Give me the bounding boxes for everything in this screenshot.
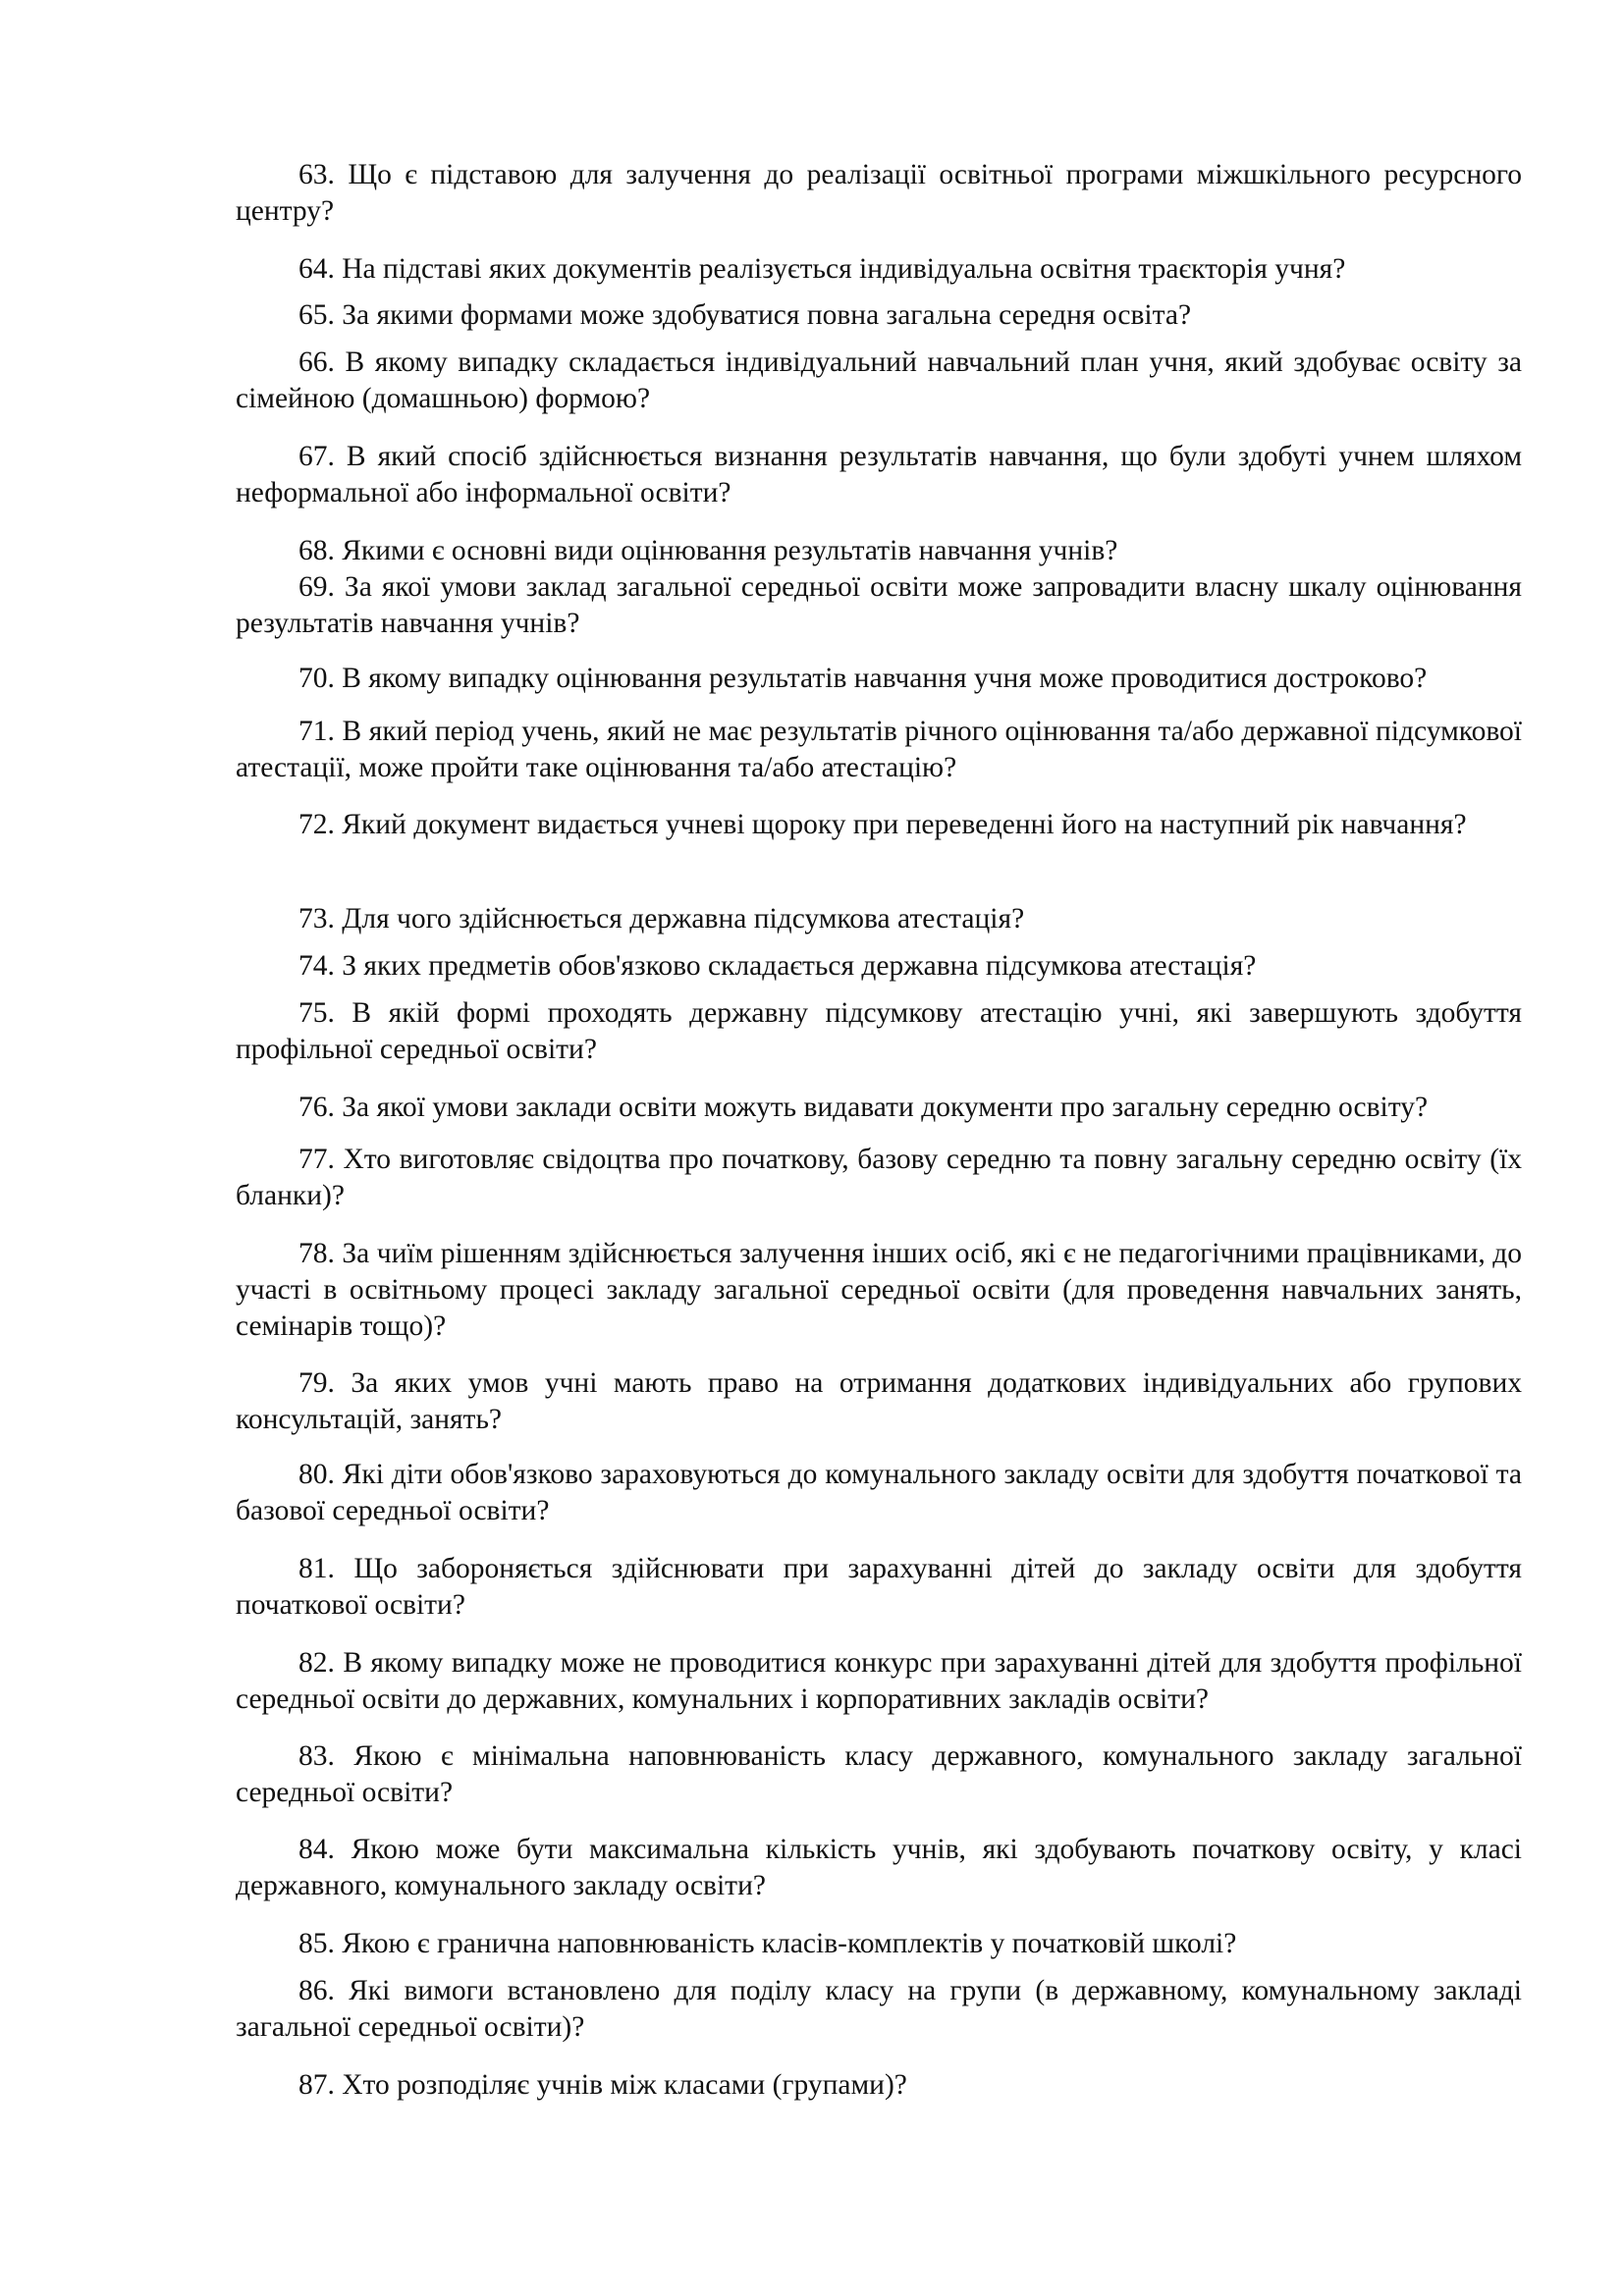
question-number: 81. bbox=[298, 1553, 335, 1584]
question-87 bbox=[236, 2067, 1522, 2104]
question-number: 87. bbox=[298, 2069, 335, 2101]
question-85 bbox=[236, 1926, 1522, 1962]
question-number: 78. bbox=[298, 1238, 335, 1269]
question-81 bbox=[236, 1551, 1522, 1624]
question-text: Що забороняється здійснювати при зарахуванні дітей до закладу освіти для здобуття початкової освіти? bbox=[236, 1553, 1522, 1621]
question-number: 79. bbox=[298, 1367, 335, 1399]
question-text: Для чого здійснюється державна підсумкова атестація? bbox=[342, 903, 1025, 934]
question-number: 77. bbox=[298, 1144, 335, 1175]
question-number: 73. bbox=[298, 903, 335, 934]
question-text: За якої умови заклад загальної середньої освіти може запровадити власну шкалу оцінювання результатів навчання учнів? bbox=[236, 571, 1522, 639]
question-72 bbox=[236, 807, 1522, 843]
question-text: В якій формі проходять державну підсумкову атестацію учні, які завершують здобуття профільної середньої освіти? bbox=[236, 997, 1522, 1065]
question-78 bbox=[236, 1236, 1522, 1345]
question-63 bbox=[236, 157, 1522, 230]
question-text: В який спосіб здійснюється визнання результатів навчання, що були здобуті учнем шляхом неформальної або інформальної освіти? bbox=[236, 441, 1522, 508]
question-text: В якому випадку складається індивідуальний навчальний план учня, який здобуває освіту за сімейною (домашньою) формою? bbox=[236, 347, 1522, 414]
question-number: 80. bbox=[298, 1459, 335, 1490]
question-text: Якою є мінімальна наповнюваність класу державного, комунального закладу загальної середньої освіти? bbox=[236, 1740, 1523, 1808]
question-71 bbox=[236, 714, 1522, 786]
question-number: 74. bbox=[298, 950, 335, 982]
question-text: Якими є основні види оцінювання результатів навчання учнів? bbox=[342, 535, 1118, 566]
question-67 bbox=[236, 439, 1522, 511]
question-number: 72. bbox=[298, 809, 335, 840]
question-text: Які діти обов'язково зараховуються до комунального закладу освіти для здобуття початкової та базової середньої освіти? bbox=[236, 1459, 1522, 1526]
question-number: 65. bbox=[298, 299, 335, 331]
question-83 bbox=[236, 1738, 1522, 1811]
question-text: Хто розподіляє учнів між класами (групами)? bbox=[342, 2069, 907, 2101]
question-text: З яких предметів обов'язково складається державна підсумкова атестація? bbox=[342, 950, 1257, 982]
question-64 bbox=[236, 251, 1522, 288]
question-text: Які вимоги встановлено для поділу класу на групи (в державному, комунальному закладі загальної середньої освіти)? bbox=[236, 1975, 1523, 2043]
question-text: За якими формами може здобуватися повна загальна середня освіта? bbox=[342, 299, 1192, 331]
question-number: 67. bbox=[298, 441, 335, 472]
question-number: 86. bbox=[298, 1975, 335, 2006]
question-number: 83. bbox=[298, 1740, 335, 1772]
question-text: За яких умов учні мають право на отримання додаткових індивідуальних або групових консультацій, занять? bbox=[236, 1367, 1522, 1435]
question-number: 63. bbox=[298, 159, 335, 190]
question-number: 76. bbox=[298, 1092, 335, 1123]
question-65 bbox=[236, 297, 1522, 334]
question-text: Якою може бути максимальна кількість учнів, які здобувають початкову освіту, у класі державного, комунального закладу освіти? bbox=[236, 1834, 1523, 1901]
question-text: За чиїм рішенням здійснюється залучення інших осіб, які є не педагогічними працівниками, до участі в освітньому процесі закладу загальної середньої освіти (для проведення навчальних занять, семінарів тощо)? bbox=[236, 1238, 1522, 1342]
question-68 bbox=[236, 533, 1522, 569]
question-69 bbox=[236, 569, 1522, 642]
question-text: Хто виготовляє свідоцтва про початкову, базову середню та повну загальну середню освіту (їх бланки)? bbox=[236, 1144, 1522, 1211]
question-number: 66. bbox=[298, 347, 335, 378]
question-73 bbox=[236, 901, 1522, 937]
question-text: В який період учень, який не має результатів річного оцінювання та/або державної підсумкової атестації, може пройти таке оцінювання та/або атестацію? bbox=[236, 716, 1522, 783]
question-number: 69. bbox=[298, 571, 335, 603]
question-84 bbox=[236, 1832, 1522, 1904]
question-number: 75. bbox=[298, 997, 335, 1029]
question-66 bbox=[236, 345, 1522, 417]
question-text: За якої умови заклади освіти можуть видавати документи про загальну середню освіту? bbox=[342, 1092, 1429, 1123]
question-number: 85. bbox=[298, 1928, 335, 1959]
question-70 bbox=[236, 661, 1522, 697]
question-86 bbox=[236, 1973, 1522, 2046]
question-77 bbox=[236, 1142, 1522, 1214]
question-number: 71. bbox=[298, 716, 335, 747]
question-text: На підставі яких документів реалізується індивідуальна освітня траєкторія учня? bbox=[342, 253, 1346, 285]
question-76 bbox=[236, 1090, 1522, 1126]
question-79 bbox=[236, 1365, 1522, 1438]
question-text: В якому випадку оцінювання результатів навчання учня може проводитися достроково? bbox=[342, 663, 1428, 694]
question-text: В якому випадку може не проводитися конкурс при зарахуванні дітей для здобуття профільної середньої освіти до державних, комунальних і корпоративних закладів освіти? bbox=[236, 1647, 1522, 1715]
question-80 bbox=[236, 1457, 1522, 1529]
question-82 bbox=[236, 1645, 1522, 1718]
question-number: 64. bbox=[298, 253, 335, 285]
question-number: 70. bbox=[298, 663, 335, 694]
question-text: Якою є гранична наповнюваність класів-комплектів у початковій школі? bbox=[342, 1928, 1237, 1959]
question-number: 82. bbox=[298, 1647, 335, 1679]
question-text: Який документ видається учневі щороку при переведенні його на наступний рік навчання? bbox=[342, 809, 1467, 840]
question-74 bbox=[236, 948, 1522, 985]
question-text: Що є підставою для залучення до реалізації освітньої програми міжшкільного ресурсного центру? bbox=[236, 159, 1522, 227]
question-number: 68. bbox=[298, 535, 335, 566]
question-number: 84. bbox=[298, 1834, 335, 1865]
question-75 bbox=[236, 995, 1522, 1068]
